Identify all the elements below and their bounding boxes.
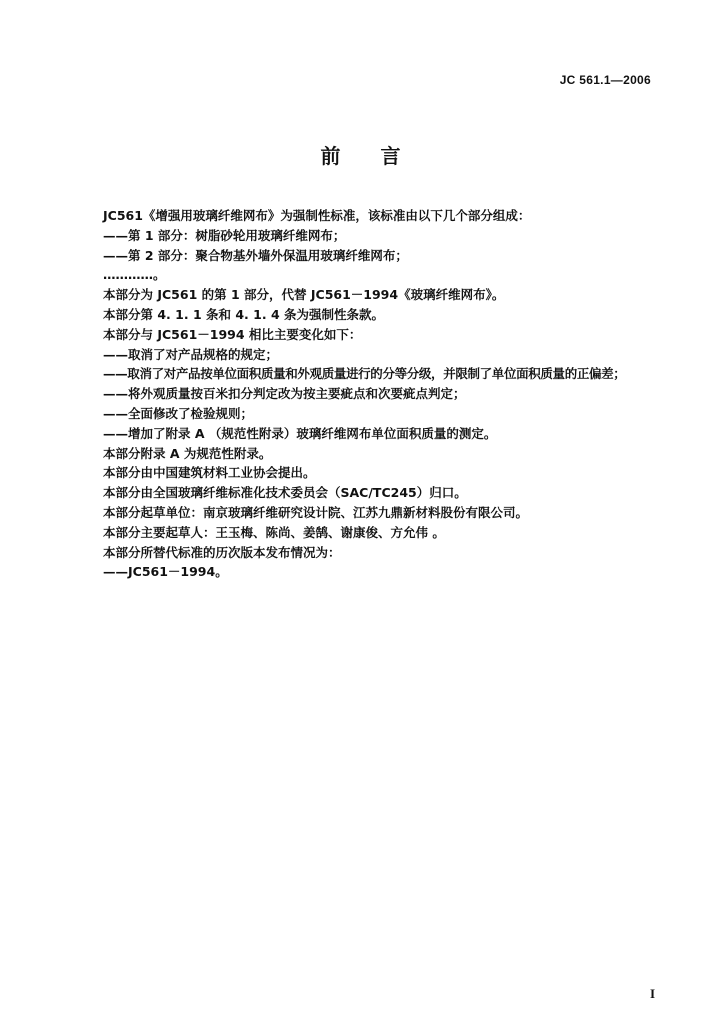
foreword-body: [103, 206, 663, 582]
body-line: ——增加了附录 A （规范性附录）玻璃纤维网布单位面积质量的测定。: [103, 425, 497, 441]
standard-number: JC 561.1—2006: [559, 73, 651, 87]
body-line: ——JC561－1994。: [103, 564, 228, 580]
body-line: 本部分由中国建筑材料工业协会提出。: [103, 465, 316, 481]
body-line: …………。: [103, 267, 166, 283]
body-line: ——第 1 部分：树脂砂轮用玻璃纤维网布；: [103, 227, 346, 243]
body-line: JC561《增强用玻璃纤维网布》为强制性标准，该标准由以下几个部分组成：: [103, 208, 531, 223]
page-number: I: [649, 986, 655, 1001]
body-line: 本部分与 JC561－1994 相比主要变化如下：: [103, 326, 362, 342]
body-line: 本部分主要起草人：王玉梅、陈尚、姜鹄、谢康俊、方允伟 。: [103, 524, 445, 540]
body-line: 本部分附录 A 为规范性附录。: [103, 445, 272, 461]
body-line: ——取消了对产品按单位面积质量和外观质量进行的分等分级，并限制了单位面积质量的正偏差；: [103, 366, 626, 382]
body-line: 本部分第 4. 1. 1 条和 4. 1. 4 条为强制性条款。: [103, 306, 384, 322]
page-title: 前言: [320, 144, 441, 168]
body-line: 本部分为 JC561 的第 1 部分，代替 JC561－1994《玻璃纤维网布》。: [103, 287, 505, 303]
body-line: 本部分起草单位：南京玻璃纤维研究设计院、江苏九鼎新材料股份有限公司。: [103, 504, 529, 520]
body-line: ——将外观质量按百米扣分判定改为按主要疵点和次要疵点判定；: [103, 386, 466, 402]
body-line: ——全面修改了检验规则；: [103, 405, 254, 421]
body-line: 本部分所替代标准的历次版本发布情况为：: [103, 544, 341, 560]
body-line: ——第 2 部分：聚合物基外墙外保温用玻璃纤维网布；: [103, 247, 408, 263]
body-line: 本部分由全国玻璃纤维标准化技术委员会（SAC/TC245）归口。: [103, 485, 467, 501]
body-line: ——取消了对产品规格的规定；: [103, 346, 279, 362]
